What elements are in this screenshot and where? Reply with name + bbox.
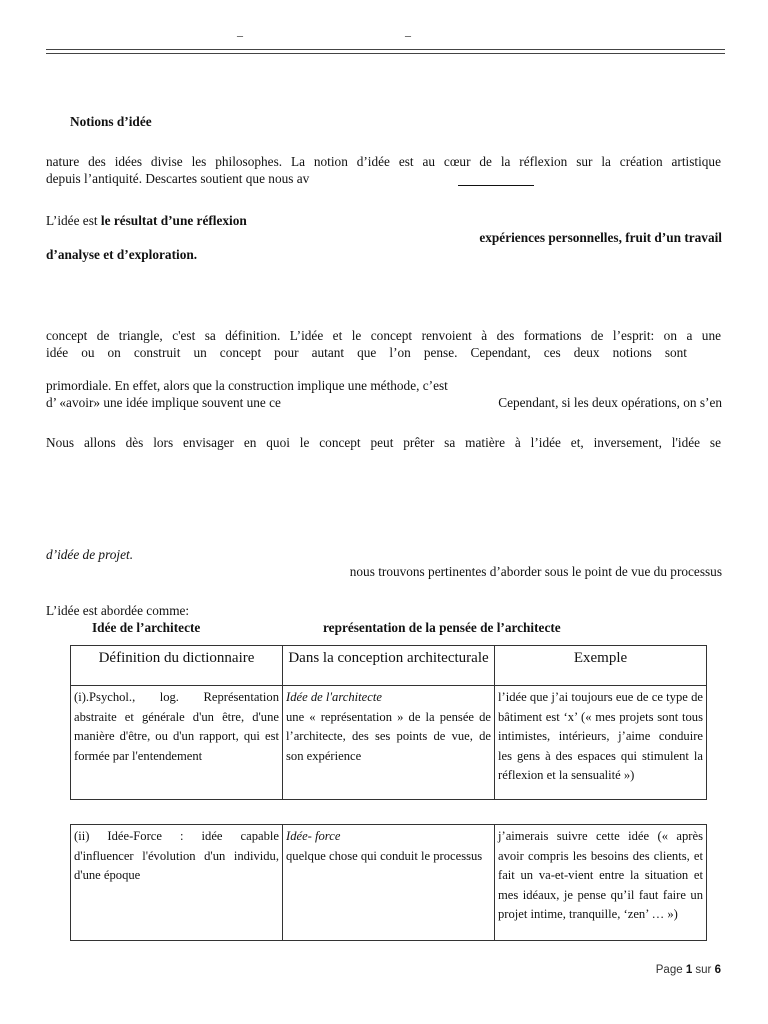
cell-title: Idée- force	[286, 829, 341, 843]
bold-span: le résultat d’une réflexion	[100, 213, 247, 228]
cell-text: une « représentation » de la pensée de l’architecte, des ses points de vue, de son expérience	[286, 709, 491, 763]
header-rule	[46, 49, 725, 50]
current-page: 1	[685, 964, 693, 976]
paragraph-line: d’idée de projet.	[46, 547, 134, 562]
cell-text: quelque chose qui conduit le processus	[286, 848, 483, 863]
text-span: L’idée est	[46, 213, 101, 228]
section-title: Notions d’idée	[70, 114, 152, 129]
page-prefix: Page	[655, 964, 686, 976]
table-cell: j’aimerais suivre cette idée (« après avoir compris les besoins des clients, et fait un va-et-vient entre la situation et mes idéaux, je pense qu’il faut faire un projet intime, tranquille, ‘zen’ … »)	[495, 825, 707, 941]
table-cell: (ii) Idée-Force : idée capable d'influencer l'évolution d'un individu, d'une époque	[71, 825, 283, 941]
paragraph-line: expériences personnelles, fruit d’un travail	[479, 230, 722, 245]
definition-table	[70, 645, 707, 800]
table-cell	[283, 825, 495, 941]
header-dash: –	[405, 28, 411, 42]
table-cell: l’idée que j’ai toujours eue de ce type de bâtiment est ‘x’ (« mes projets sont tous intimistes, intérieurs, j’aime conduire les gens à des espaces qui stimulent la réflexion et la sensualité »)	[495, 686, 707, 800]
table-header: Exemple	[495, 646, 707, 686]
paragraph-line: Idée de l’architecte	[92, 620, 201, 635]
table-cell: (i).Psychol., log. Représentation abstraite et générale d'un être, d'une manière d'être, ou d'un rapport, qui est formée par l'entendement	[71, 686, 283, 800]
table-header: Dans la conception architecturale	[283, 646, 495, 686]
paragraph-line: depuis l’antiquité. Descartes soutient que nous av	[46, 171, 310, 186]
underline-mark	[458, 185, 534, 186]
paragraph-line: idée ou on construit un concept pour autant que l’on pense. Cependant, ces deux notions sont	[46, 345, 687, 360]
paragraph-line: d’ «avoir» une idée implique souvent une ce	[46, 395, 281, 410]
paragraph-line: concept de triangle, c'est sa définition. L’idée et le concept renvoient à des formations de l’esprit: on a une	[46, 328, 721, 343]
paragraph-line: primordiale. En effet, alors que la construction implique une méthode, c’est	[46, 378, 448, 393]
page-number	[656, 964, 721, 976]
header-dash: –	[237, 28, 243, 42]
header-rule	[46, 53, 725, 54]
table-cell	[283, 686, 495, 800]
paragraph-line	[46, 212, 247, 229]
cell-title: Idée de l'architecte	[286, 690, 382, 704]
paragraph-line: Cependant, si les deux opérations, on s’en	[498, 395, 722, 410]
paragraph-line: nous trouvons pertinentes d’aborder sous le point de vue du processus	[349, 564, 722, 579]
table-header: Définition du dictionnaire	[71, 646, 283, 686]
paragraph-line: d’analyse et d’exploration.	[46, 247, 198, 262]
page-separator: sur	[692, 964, 715, 976]
paragraph-line: nature des idées divise les philosophes. La notion d’idée est au cœur de la réflexion sur la création artistique	[46, 154, 721, 169]
paragraph-line: représentation de la pensée de l’architecte	[323, 620, 561, 635]
total-pages: 6	[714, 964, 721, 976]
paragraph-line: L’idée est abordée comme:	[46, 603, 190, 618]
paragraph-line: Nous allons dès lors envisager en quoi le concept peut prêter sa matière à l’idée et, inversement, l'idée se	[46, 435, 721, 450]
definition-table	[70, 824, 707, 941]
